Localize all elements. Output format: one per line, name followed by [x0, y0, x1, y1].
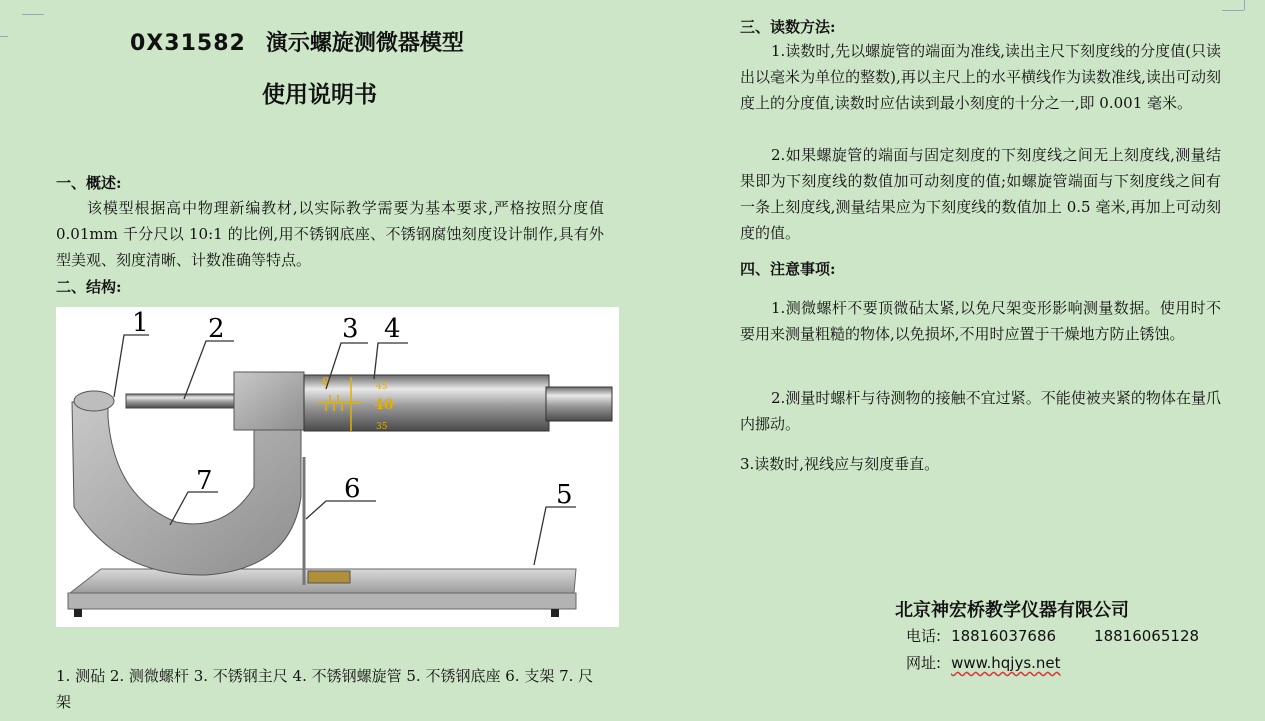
- overview-text: 该模型根据高中物理新编教材,以实际教学需要为基本要求,严格按照分度值 0.01mm 千分尺以 10:1 的比例,用不锈钢底座、不锈钢腐蚀刻度设计制作,具有外型美观、刻度清晰、计数准确等特点。: [56, 199, 604, 269]
- structure-caption: 1. 测砧 2. 测微螺杆 3. 不锈钢主尺 4. 不锈钢螺旋管 5. 不锈钢底座 6. 支架 7. 尺架: [56, 667, 594, 711]
- product-code: 0X31582: [130, 31, 246, 56]
- part-number-4: 4: [384, 314, 401, 344]
- notes-paragraph-1: 1.测微螺杆不要顶微砧太紧,以免尺架变形影响测量数据。使用时不要用来测量粗糙的物体,以免损坏,不用时应置于干燥地方防止锈蚀。: [740, 299, 1221, 343]
- page-corner-mark: [1244, 0, 1246, 10]
- document-subtitle: 使用说明书: [262, 82, 377, 108]
- reading-paragraph-2: 2.如果螺旋管的端面与固定刻度的下刻度线之间无上刻度线,测量结果即为下刻度线的数值加可动刻度的值;如螺旋管端面与下刻度线之间有一条上刻度线,测量结果应为下刻度线的数值加上 0.5 毫米,再加上可动刻度的值。: [740, 146, 1221, 242]
- part-number-3: 3: [342, 314, 359, 344]
- notes-paragraph-3: 3.读数时,视线应与刻度垂直。: [740, 455, 940, 473]
- company-name: 北京神宏桥教学仪器有限公司: [895, 600, 1129, 621]
- base-foot: [551, 609, 559, 617]
- ratchet: [546, 387, 612, 421]
- page-corner-mark: [1222, 0, 1244, 11]
- scale-mark: 40: [374, 397, 394, 413]
- scale-mark: 35: [376, 422, 388, 432]
- part-number-7: 7: [196, 466, 213, 496]
- micrometer-diagram: [56, 307, 619, 627]
- notes-paragraph-2: 2.测量时螺杆与待测物的接触不宜过紧。不能使被夹紧的物体在量爪内挪动。: [740, 389, 1221, 433]
- product-name: 演示螺旋测微器模型: [265, 31, 464, 56]
- phone-number-1: 18816037686: [951, 627, 1057, 645]
- notes-heading: 四、注意事项:: [740, 260, 836, 278]
- anvil: [74, 391, 114, 411]
- part-number-6: 6: [344, 474, 361, 504]
- part-number-5: 5: [556, 480, 573, 510]
- part-number-2: 2: [208, 314, 225, 344]
- overview-heading: 一、概述:: [56, 174, 122, 192]
- part-number-1: 1: [132, 308, 149, 338]
- phone-number-2: 18816065128: [1094, 627, 1200, 645]
- spindle: [126, 394, 236, 408]
- reading-paragraph-1: 1.读数时,先以螺旋管的端面为准线,读出主尺下刻度线的分度值(只读出以毫米为单位的整数),再以主尺上的水平横线作为读数准线,读出可动刻度上的分度值,读数时应估读到最小刻度的十分之一,即 0.001 毫米。: [740, 42, 1221, 112]
- page-corner-mark: [22, 0, 44, 15]
- scale-mark: 45: [376, 382, 388, 392]
- website-label: 网址:: [906, 654, 942, 672]
- website-line: [906, 652, 1061, 673]
- base-foot: [74, 609, 82, 617]
- phone-label: 电话:: [906, 627, 942, 645]
- main-scale-sleeve: [234, 372, 304, 430]
- website-link[interactable]: www.hqjys.net: [951, 654, 1061, 672]
- structure-heading: 二、结构:: [56, 278, 122, 296]
- scale-mark: 0: [322, 375, 330, 388]
- document-title: [130, 26, 464, 57]
- micrometer-illustration: [56, 307, 619, 627]
- support-bracket: [308, 571, 350, 583]
- page-corner-mark: [0, 36, 8, 38]
- base-front: [68, 593, 576, 609]
- reading-heading: 三、读数方法:: [740, 18, 836, 36]
- phone-line: [906, 625, 1199, 646]
